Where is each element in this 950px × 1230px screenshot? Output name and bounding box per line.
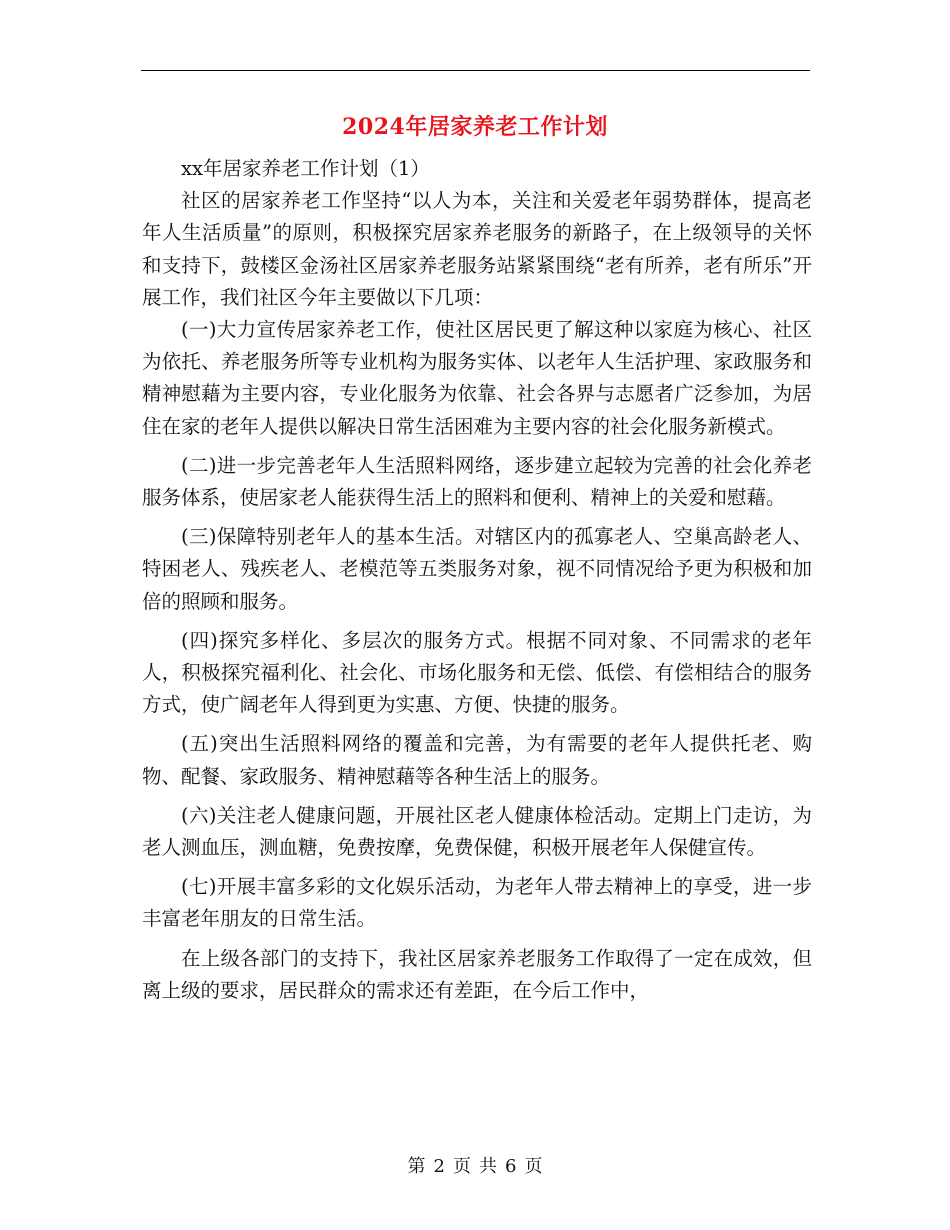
footer-current-page: 2	[433, 1156, 445, 1177]
paragraph-closing: 在上级各部门的支持下，我社区居家养老服务工作取得了一定在成效，但离上级的要求，居民群众的需求还有差距，在今后工作中，	[142, 946, 812, 1002]
paragraph-item-7: (七)开展丰富多彩的文化娱乐活动，为老年人带去精神上的享受，进一步丰富老年朋友的日常生活。	[142, 875, 812, 931]
paragraph-item-1: (一)大力宣传居家养老工作，使社区居民更了解这种以家庭为核心、社区为依托、养老服务所等专业机构为服务实体、以老年人生活护理、家政服务和精神慰藉为主要内容，专业化服务为依靠、社会各界与志愿者广泛参加，为居住在家的老年人提供以解决日常生活困难为主要内容的社会化服务新模式。	[142, 318, 812, 438]
document-body	[142, 153, 812, 1007]
paragraph-item-4: (四)探究多样化、多层次的服务方式。根据不同对象、不同需求的老年人，积极探究福利化、社会化、市场化服务和无偿、低偿、有偿相结合的服务方式，使广阔老年人得到更为实惠、方便、快捷的服务。	[142, 628, 812, 717]
paragraph-item-5: (五)突出生活照料网络的覆盖和完善，为有需要的老年人提供托老、购物、配餐、家政服务、精神慰藉等各种生活上的服务。	[142, 732, 812, 788]
footer-page-end: 页	[524, 1156, 543, 1177]
paragraph-item-3: (三)保障特别老年人的基本生活。对辖区内的孤寡老人、空巢高龄老人、特困老人、残疾老人、老模范等五类服务对象，视不同情况给予更为积极和加倍的照顾和服务。	[142, 525, 812, 613]
subtitle-line: xx年居家养老工作计划（1）	[181, 157, 430, 180]
footer-page-label: 页	[453, 1156, 471, 1177]
footer-total-prefix: 共	[479, 1156, 497, 1177]
paragraph-item-2: (二)进一步完善老年人生活照料网络，逐步建立起较为完善的社会化养老服务体系，使居家老人能获得生活上的照料和便利、精神上的关爱和慰藉。	[142, 453, 812, 510]
footer-total-pages: 6	[505, 1156, 517, 1177]
header-rule	[141, 70, 810, 71]
page-footer	[0, 1152, 950, 1178]
footer-prefix: 第	[407, 1156, 426, 1177]
paragraph-item-6: (六)关注老人健康问题，开展社区老人健康体检活动。定期上门走访，为老人测血压，测血糖，免费按摩，免费保健，积极开展老年人保健宣传。	[142, 803, 812, 860]
paragraph-intro: 社区的居家养老工作坚持“以人为本，关注和关爱老年弱势群体，提高老年人生活质量”的原则，积极探究居家养老服务的新路子，在上级领导的关怀和支持下，鼓楼区金汤社区居家养老服务站紧紧围绕“老有所养，老有所乐”开展工作，我们社区今年主要做以下几项：	[142, 189, 812, 309]
document-title: 2024年居家养老工作计划	[342, 114, 608, 140]
